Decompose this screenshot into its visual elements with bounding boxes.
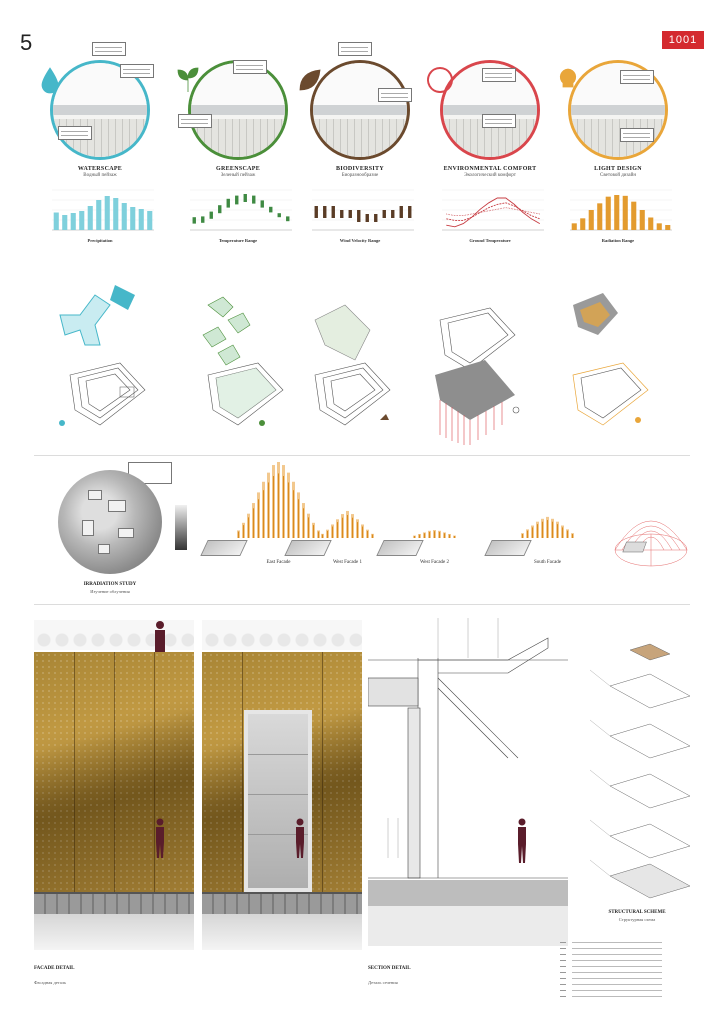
- range-bar: [349, 210, 352, 218]
- callout-box: [482, 114, 516, 128]
- bar-core: [332, 527, 333, 538]
- facade-label: West Facade 2: [419, 560, 450, 565]
- irradiation-map: [58, 470, 162, 574]
- bar-core: [362, 527, 363, 538]
- structural-scheme-title: STRUCTURAL SCHEME: [608, 910, 666, 915]
- bar-core: [327, 531, 328, 538]
- range-bar: [261, 200, 264, 207]
- bar-core: [454, 536, 455, 538]
- bar-core: [352, 518, 353, 538]
- bar-core: [429, 532, 430, 538]
- section-divider: [34, 455, 690, 456]
- bar: [648, 218, 653, 231]
- bar-core: [313, 525, 314, 538]
- biodiversity-section-circle: [310, 60, 410, 160]
- range-bar: [400, 206, 403, 218]
- range-bar: [244, 194, 247, 202]
- bar-core: [347, 515, 348, 538]
- bar: [614, 195, 619, 230]
- facade-label: West Facade 1: [332, 560, 363, 565]
- bar: [606, 197, 611, 230]
- facade-mass-model: [484, 540, 531, 556]
- waterscape-subtitle: Водный пейзаж: [83, 173, 117, 178]
- bar-core: [532, 527, 533, 538]
- light-subtitle: Световой дизайн: [599, 173, 637, 178]
- comfort-title: ENVIRONMENTAL COMFORT: [443, 166, 537, 172]
- climate-chart-2: [178, 186, 298, 246]
- facade-mass-model: [200, 540, 247, 556]
- waterscape-title: WATERSCAPE: [77, 166, 123, 172]
- bar-core: [567, 531, 568, 538]
- callout-box: [92, 42, 126, 56]
- bar-core: [449, 535, 450, 538]
- climate-chart-3: [300, 186, 420, 246]
- range-bar: [201, 216, 204, 222]
- bar: [657, 223, 662, 230]
- facade-mass-model: [284, 540, 331, 556]
- person-silhouette: [294, 818, 306, 858]
- callout-box: [178, 114, 212, 128]
- bar: [88, 206, 93, 230]
- range-bar: [252, 196, 255, 204]
- bar: [54, 213, 59, 231]
- bar: [71, 213, 76, 230]
- bar: [640, 210, 645, 230]
- chart-title: Ground Temperature: [469, 238, 511, 243]
- range-bar: [210, 212, 213, 219]
- bar-core: [434, 531, 435, 538]
- range-bar: [286, 216, 289, 221]
- sun-path-dome: [612, 502, 690, 580]
- callout-box: [58, 126, 92, 140]
- bar: [572, 223, 577, 230]
- range-bar: [218, 205, 221, 213]
- bar: [105, 196, 110, 230]
- greenscape-title: GREENSCAPE: [215, 166, 260, 172]
- bar-core: [357, 522, 358, 538]
- greenscape-site-diagram: [178, 275, 298, 445]
- bar: [597, 203, 602, 230]
- bar-core: [537, 524, 538, 538]
- bar-core: [298, 499, 299, 538]
- irradiation-legend-bar: [175, 505, 187, 550]
- leaf-icon: [296, 66, 324, 94]
- biodiversity-title: BIODIVERSITY: [336, 166, 384, 172]
- section-detail-title: SECTION DETAIL: [368, 966, 411, 971]
- section-divider: [34, 604, 690, 605]
- bar: [79, 211, 84, 230]
- facade-label: South Facade: [533, 560, 562, 565]
- callout-box: [620, 70, 654, 84]
- climate-chart-5: [558, 186, 678, 246]
- range-bar: [408, 206, 411, 218]
- bar: [113, 198, 118, 230]
- bar-core: [238, 532, 239, 538]
- facade-irradiation-chart-4: [520, 490, 575, 543]
- range-bar: [391, 210, 394, 218]
- bar-core: [542, 522, 543, 538]
- facade-detail-subtitle: Фасадная деталь: [34, 980, 67, 985]
- bar-core: [308, 517, 309, 538]
- callout-box: [233, 60, 267, 74]
- bar: [147, 211, 152, 230]
- bar-core: [273, 476, 274, 538]
- bar-core: [439, 532, 440, 538]
- sheet-number: 5: [20, 30, 33, 55]
- bar-core: [367, 531, 368, 538]
- facade-irradiation-chart-3: [412, 498, 457, 543]
- bar-core: [322, 534, 323, 538]
- comfort-subtitle: Экологический комфорт: [464, 173, 516, 178]
- range-bar: [332, 206, 335, 218]
- bar-core: [414, 536, 415, 538]
- bar-core: [547, 520, 548, 538]
- waterscape-site-diagram: [40, 275, 160, 445]
- biodiversity-site-diagram: [300, 275, 420, 445]
- bar-core: [248, 517, 249, 538]
- bar: [130, 207, 135, 230]
- range-bar: [340, 210, 343, 218]
- bar-core: [419, 535, 420, 538]
- facade-irradiation-chart-2: [320, 486, 375, 543]
- chart-title: Temperature Range: [218, 238, 258, 243]
- facade-elevation-panel-1: [34, 620, 194, 950]
- irradiation-title: IRRADIATION STUDY: [83, 582, 137, 587]
- callout-box: [338, 42, 372, 56]
- structural-scheme-diagram: [580, 640, 700, 900]
- callout-box: [120, 64, 154, 78]
- light-site-diagram: [558, 275, 678, 445]
- chart-title: Precipitation: [87, 238, 113, 243]
- bar-core: [424, 533, 425, 538]
- sheet-code-badge: 1001: [662, 31, 704, 49]
- facade-detail-title: FACADE DETAIL: [34, 966, 75, 971]
- bar: [96, 200, 101, 230]
- structural-scheme-subtitle: Структурная схема: [618, 917, 656, 922]
- material-legend: [560, 940, 705, 1000]
- range-bar: [278, 213, 281, 217]
- range-bar: [374, 214, 377, 222]
- bar: [589, 210, 594, 230]
- bar-core: [562, 527, 563, 538]
- facade-elevation-panel-2: [202, 620, 362, 950]
- range-bar: [193, 217, 196, 223]
- bar-core: [522, 534, 523, 538]
- bar-core: [303, 508, 304, 538]
- irradiation-subtitle: Изучение облучения: [90, 589, 130, 594]
- chart-title: Wind Velocity Range: [339, 238, 381, 243]
- light-bulb-icon: [554, 66, 582, 94]
- range-bar: [323, 206, 326, 218]
- bar-core: [444, 533, 445, 538]
- bar-core: [283, 476, 284, 538]
- light-title: LIGHT DESIGN: [594, 166, 642, 172]
- bar-core: [278, 473, 279, 538]
- biodiversity-subtitle: Биоразнообразие: [341, 173, 379, 178]
- bar-core: [337, 522, 338, 538]
- person-silhouette: [154, 818, 166, 858]
- greenscape-section-circle: [188, 60, 288, 160]
- facade-irradiation-chart-1: [236, 462, 321, 543]
- callout-box: [482, 68, 516, 82]
- bar: [139, 209, 144, 230]
- bar: [122, 203, 127, 230]
- range-bar: [357, 210, 360, 222]
- greenscape-subtitle: Зеленый пейзаж: [220, 173, 256, 178]
- bar-core: [243, 525, 244, 538]
- comfort-site-diagram: [430, 275, 550, 445]
- callout-box: [620, 128, 654, 142]
- bar: [665, 225, 670, 230]
- bar-core: [557, 524, 558, 538]
- bar-core: [572, 534, 573, 538]
- bar-core: [253, 508, 254, 538]
- bar-core: [552, 522, 553, 538]
- glazed-opening: [244, 710, 312, 892]
- facade-mass-model: [376, 540, 423, 556]
- callout-box: [378, 88, 412, 102]
- climate-chart-1: [40, 186, 160, 246]
- bar: [623, 196, 628, 230]
- chart-title: Radiation Range: [601, 238, 635, 243]
- range-bar: [366, 214, 369, 222]
- bar-core: [342, 518, 343, 538]
- bar: [580, 218, 585, 230]
- bar-core: [268, 482, 269, 538]
- bar-core: [527, 531, 528, 538]
- series-line-2: [446, 203, 540, 221]
- bar: [631, 202, 636, 230]
- facade-label: East Facade: [266, 560, 291, 565]
- bar-core: [318, 532, 319, 538]
- section-detail-subtitle: Деталь сечения: [368, 980, 398, 985]
- climate-chart-4: [430, 186, 550, 246]
- section-detail-drawing: [368, 618, 568, 958]
- bar-core: [288, 482, 289, 538]
- bar-core: [258, 499, 259, 538]
- bar: [62, 215, 67, 230]
- person-silhouette: [154, 620, 166, 660]
- bar-core: [372, 534, 373, 538]
- water-drop-icon: [36, 66, 64, 94]
- bar-core: [263, 490, 264, 538]
- range-bar: [235, 196, 238, 205]
- range-bar: [383, 210, 386, 218]
- range-bar: [227, 199, 230, 208]
- range-bar: [269, 207, 272, 213]
- thermometer-icon: [426, 66, 454, 94]
- bar-core: [293, 490, 294, 538]
- range-bar: [315, 206, 318, 218]
- sprout-icon: [174, 66, 202, 94]
